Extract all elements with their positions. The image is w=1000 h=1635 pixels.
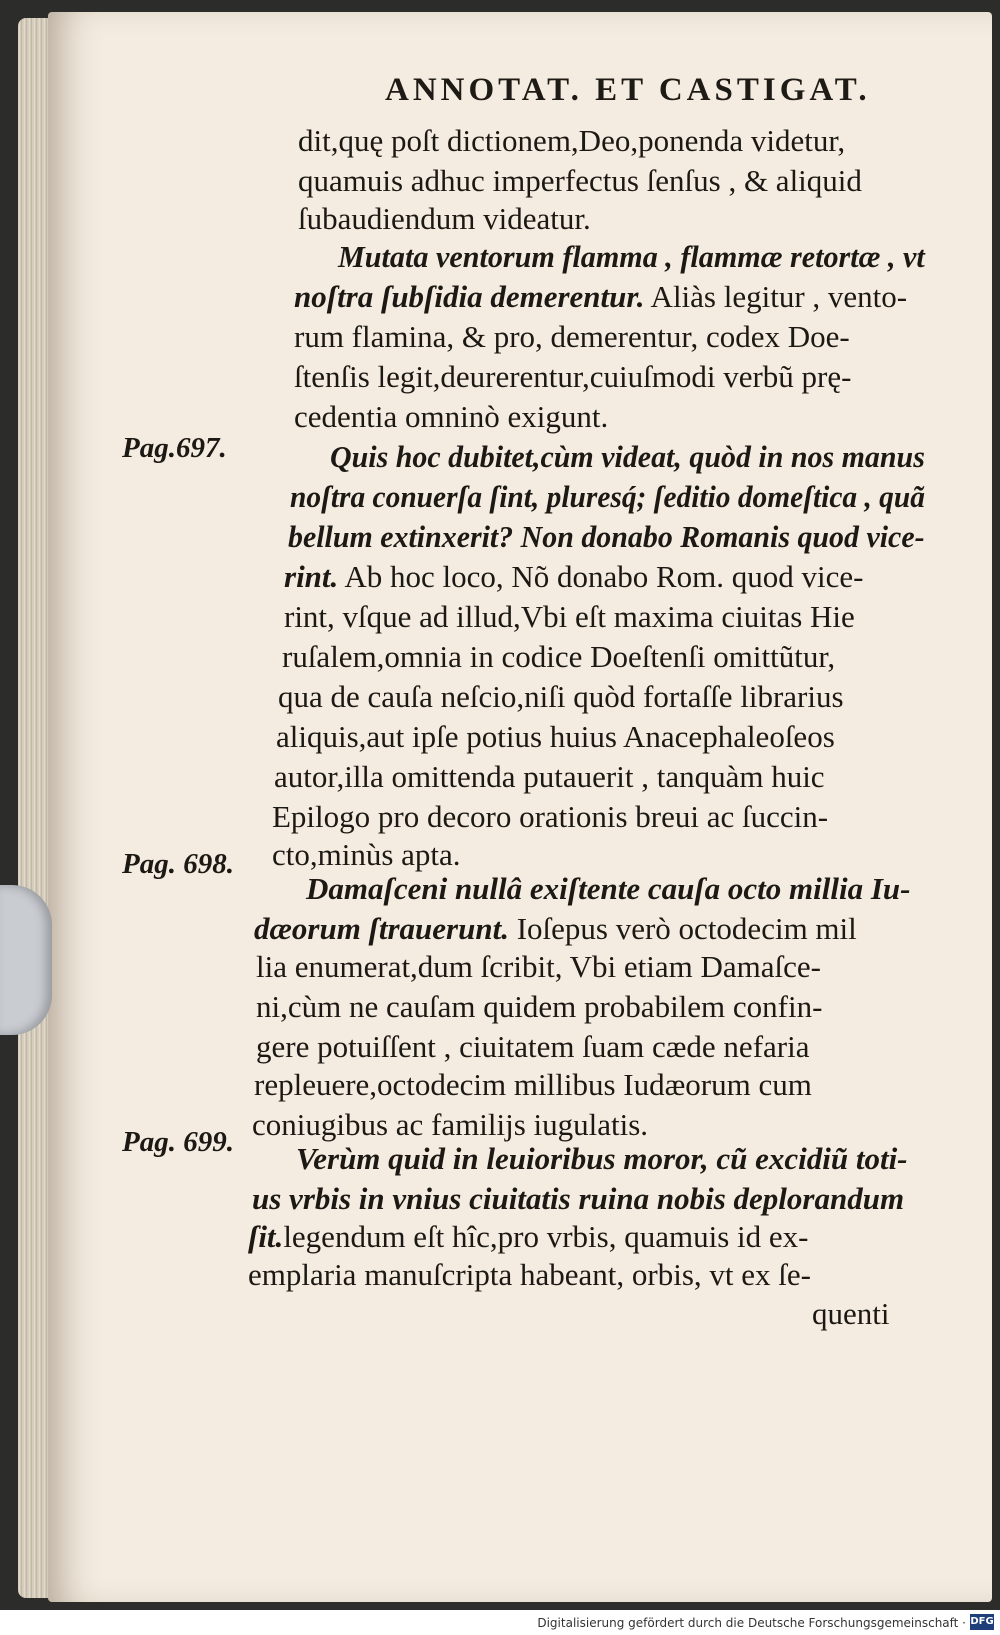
footer-credit: Digitalisierung gefördert durch die Deutsche Forschungsgemeinschaft · bbox=[537, 1616, 966, 1630]
roman-text: repleuere,octodecim millibus Iudæorum cum bbox=[254, 1067, 812, 1102]
text-line bbox=[306, 870, 910, 908]
text-line bbox=[290, 478, 925, 516]
italic-text: Mutata ventorum flamma , flammæ retortæ , vt bbox=[338, 239, 925, 274]
text-line bbox=[254, 910, 857, 948]
margin-note-pag-698: Pag. 698. bbox=[122, 848, 234, 880]
roman-text: Ioſepus verò octodecim mil bbox=[508, 911, 857, 946]
text-line bbox=[256, 1028, 809, 1066]
italic-text: us vrbis in vnius ciuitatis ruina nobis deplorandum bbox=[252, 1181, 905, 1216]
roman-text: qua de cauſa neſcio,niſi quòd fortaſſe librarius bbox=[278, 679, 844, 714]
text-line bbox=[294, 278, 907, 316]
italic-text: Quis hoc dubitet,cùm videat, quòd in nos manus bbox=[330, 439, 925, 474]
roman-text: lia enumerat,dum ſcribit, Vbi etiam Damaſce- bbox=[256, 949, 821, 984]
text-line bbox=[298, 122, 845, 160]
text-line bbox=[296, 1140, 908, 1178]
text-line bbox=[298, 200, 591, 238]
roman-text: ruſalem,omnia in codice Doeſtenſi omittũtur, bbox=[282, 639, 836, 674]
text-line bbox=[248, 1218, 808, 1256]
text-line bbox=[248, 1256, 811, 1294]
text-line bbox=[252, 1106, 648, 1144]
italic-text: Damaſceni nullâ exiſtente cauſa octo millia Iu- bbox=[306, 871, 911, 906]
roman-text: ſubaudiendum videatur. bbox=[298, 201, 591, 236]
text-line bbox=[282, 638, 835, 676]
text-line bbox=[298, 162, 862, 200]
italic-text: noſtra conuerſa ſint, pluresq́; ſeditio domeſtica , quã bbox=[290, 479, 925, 514]
roman-text: Epilogo pro decoro orationis breui ac ſuccin- bbox=[272, 799, 829, 834]
roman-text: rint, vſque ad illud,Vbi eſt maxima ciuitas Hie bbox=[284, 599, 855, 634]
roman-text: quamuis adhuc imperfectus ſenſus , & aliquid bbox=[298, 163, 862, 198]
italic-text: Verùm quid in leuioribus moror, cũ excidiũ toti- bbox=[296, 1141, 908, 1176]
text-line bbox=[274, 758, 825, 796]
roman-text: gere potuiſſent , ciuitatem ſuam cæde nefaria bbox=[256, 1029, 810, 1064]
roman-text: cto,minùs apta. bbox=[272, 837, 461, 872]
roman-text: ni,cùm ne cauſam quidem probabilem confin- bbox=[256, 989, 823, 1024]
text-line bbox=[338, 238, 925, 276]
text-line bbox=[252, 1180, 904, 1218]
roman-text: emplaria manuſcripta habeant, orbis, vt ex ſe- bbox=[248, 1257, 811, 1292]
text-line bbox=[330, 438, 925, 476]
text-line bbox=[284, 598, 855, 636]
italic-text: rint. bbox=[284, 559, 339, 594]
text-line bbox=[278, 678, 844, 716]
roman-text: ſtenſis legit,deurerentur,cuiuſmodi verbũ prę- bbox=[294, 359, 852, 394]
roman-text: Ab hoc loco, Nõ donabo Rom. quod vice- bbox=[338, 559, 864, 594]
text-line bbox=[256, 988, 822, 1026]
text-line bbox=[254, 1066, 812, 1104]
roman-text: Aliàs legitur , vento- bbox=[644, 279, 908, 314]
catchword: quenti bbox=[812, 1296, 890, 1331]
running-head: ANNOTAT. ET CASTIGAT. bbox=[385, 72, 871, 108]
margin-note-pag-699: Pag. 699. bbox=[122, 1126, 234, 1158]
italic-text: bellum extinxerit? Non donabo Romanis quod vice- bbox=[288, 519, 925, 554]
text-line bbox=[294, 318, 850, 356]
text-line bbox=[294, 398, 608, 436]
roman-text: coniugibus ac familijs iugulatis. bbox=[252, 1107, 649, 1142]
margin-note-pag-697: Pag.697. bbox=[122, 432, 227, 464]
italic-text: noſtra ſubſidia demerentur. bbox=[294, 279, 645, 314]
italic-text: dæorum ſtrauerunt. bbox=[254, 911, 509, 946]
text-line bbox=[272, 836, 461, 874]
roman-text: aliquis,aut ipſe potius huius Anacephaleoſeos bbox=[276, 719, 835, 754]
roman-text: cedentia omninò exigunt. bbox=[294, 399, 609, 434]
page-clip bbox=[0, 885, 52, 1035]
dfg-logo: DFG bbox=[970, 1614, 994, 1630]
text-line bbox=[288, 518, 925, 556]
text-line bbox=[284, 558, 863, 596]
text-line bbox=[256, 948, 821, 986]
text-line bbox=[276, 718, 835, 756]
roman-text: dit,quę poſt dictionem,Deo,ponenda videtur, bbox=[298, 123, 846, 158]
italic-text: ſit. bbox=[248, 1219, 284, 1254]
roman-text: legendum eſt hîc,pro vrbis, quamuis id ex- bbox=[283, 1219, 809, 1254]
text-line bbox=[272, 798, 828, 836]
text-line bbox=[294, 358, 851, 396]
roman-text: rum flamina, & pro, demerentur, codex Doe- bbox=[294, 319, 850, 354]
roman-text: autor,illa omittenda putauerit , tanquàm huic bbox=[274, 759, 825, 794]
